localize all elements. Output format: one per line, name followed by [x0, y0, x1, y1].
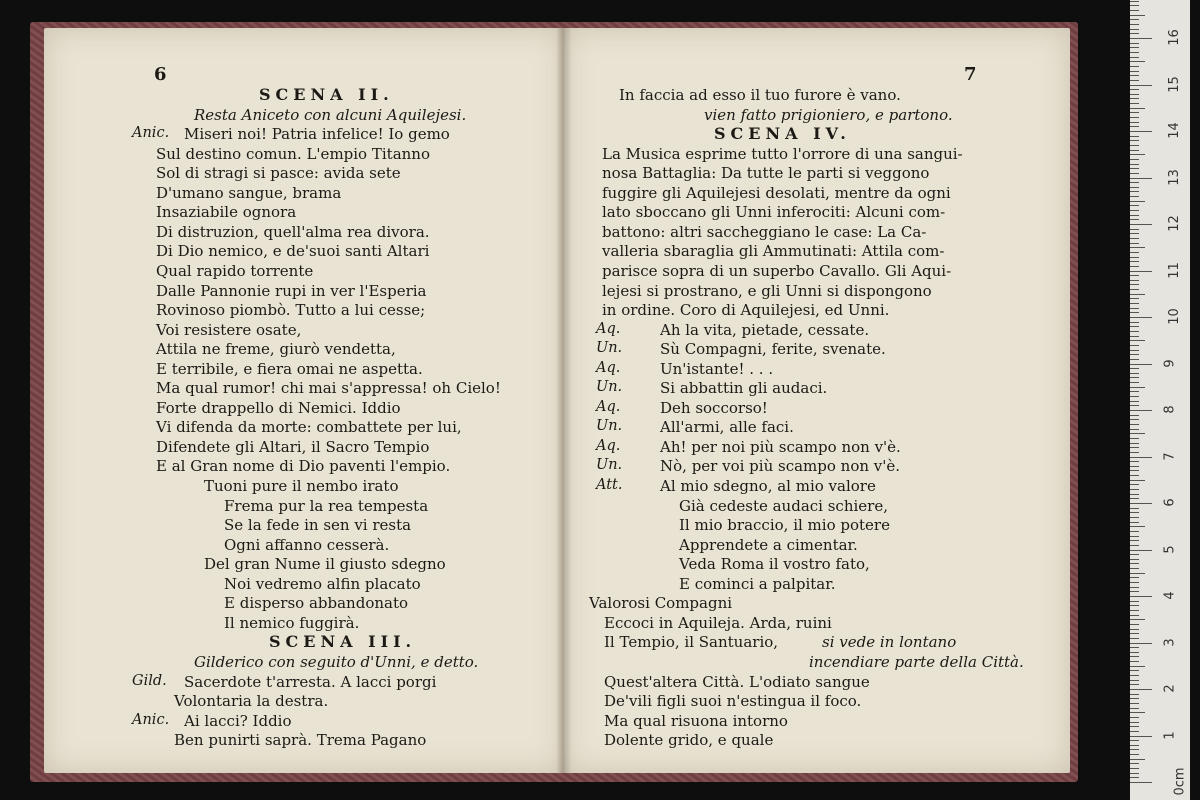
ruler-tick — [1130, 219, 1139, 220]
ruler-tick — [1130, 401, 1139, 402]
ruler-tick — [1130, 345, 1139, 346]
ruler-tick — [1130, 712, 1145, 713]
text-line: Il nemico fuggirà. — [224, 613, 360, 632]
text-line: Volontaria la destra. — [174, 692, 329, 711]
text-line: lato sboccano gli Unni inferociti: Alcuni com- — [602, 203, 946, 222]
text-line: Frema pur la rea tempesta — [224, 496, 429, 515]
ruler-tick — [1130, 601, 1139, 602]
ruler-tick — [1130, 340, 1145, 341]
ruler-tick — [1130, 587, 1139, 588]
text-line: De'vili figli suoi n'estingua il foco. — [604, 692, 862, 711]
ruler-tick — [1130, 57, 1139, 58]
ruler-label: 12 — [1166, 215, 1182, 232]
ruler-tick — [1130, 178, 1152, 179]
ruler-tick — [1130, 224, 1152, 225]
ruler-tick — [1130, 126, 1139, 127]
ruler-tick — [1130, 773, 1139, 774]
ruler-tick — [1130, 15, 1145, 16]
ruler-tick — [1130, 503, 1152, 504]
ruler-tick — [1130, 508, 1139, 509]
text-line: SCENA III. — [269, 632, 417, 652]
ruler-tick — [1130, 443, 1139, 444]
ruler-tick — [1130, 387, 1145, 388]
ruler-tick — [1130, 731, 1139, 732]
text-line: Il mio braccio, il mio potere — [679, 516, 890, 535]
ruler-tick — [1130, 33, 1139, 34]
ruler-tick — [1130, 89, 1139, 90]
ruler-tick — [1130, 591, 1139, 592]
ruler-tick — [1130, 145, 1139, 146]
ruler-tick — [1130, 108, 1145, 109]
ruler-tick — [1130, 252, 1139, 253]
ruler-tick — [1130, 568, 1139, 569]
ruler-tick — [1130, 168, 1139, 169]
speaker-label: Anic. — [132, 711, 170, 728]
text-line: Difendete gli Altari, il Sacro Tempio — [156, 437, 430, 456]
text-line: Di distruzion, quell'alma rea divora. — [156, 222, 430, 241]
ruler-tick — [1130, 47, 1139, 48]
ruler-tick — [1130, 336, 1139, 337]
ruler-tick — [1130, 233, 1139, 234]
ruler-tick — [1130, 308, 1139, 309]
text-line: valleria sbaraglia gli Ammutinati: Attila com- — [602, 242, 945, 261]
ruler-tick — [1130, 763, 1139, 764]
ruler-tick — [1130, 122, 1139, 123]
ruler-tick — [1130, 410, 1152, 411]
left-page — [44, 28, 564, 773]
text-line: E cominci a palpitar. — [679, 574, 836, 593]
text-line: E terribile, e fiera omai ne aspetta. — [156, 359, 423, 378]
ruler-tick — [1130, 364, 1152, 365]
ruler-tick — [1130, 717, 1139, 718]
ruler-tick — [1130, 517, 1139, 518]
ruler-tick — [1130, 359, 1139, 360]
ruler-tick — [1130, 415, 1139, 416]
ruler-label: 0cm — [1172, 767, 1188, 796]
ruler-tick — [1130, 582, 1139, 583]
ruler-tick — [1130, 266, 1139, 267]
ruler-tick — [1130, 271, 1152, 272]
ruler-tick — [1130, 164, 1139, 165]
ruler-tick — [1130, 350, 1139, 351]
speaker-label: Aq. — [596, 437, 621, 454]
text-line: Ogni affanno cesserà. — [224, 535, 390, 554]
stage-direction: si vede in lontano — [822, 633, 957, 652]
ruler-tick — [1130, 661, 1139, 662]
text-line: Veda Roma il vostro fato, — [679, 555, 870, 574]
ruler-tick — [1130, 19, 1139, 20]
ruler-tick — [1130, 10, 1139, 11]
ruler-tick — [1130, 289, 1139, 290]
ruler-tick — [1130, 777, 1139, 778]
ruler-tick — [1130, 238, 1139, 239]
ruler-tick — [1130, 433, 1145, 434]
ruler-tick — [1130, 670, 1139, 671]
ruler-tick — [1130, 317, 1152, 318]
text-line: E disperso abbandonato — [224, 594, 409, 613]
ruler-tick — [1130, 573, 1145, 574]
speaker-label: Gild. — [132, 672, 167, 689]
text-line: Forte drappello di Nemici. Iddio — [156, 398, 401, 417]
ruler-tick — [1130, 131, 1152, 132]
text-line: Sù Compagni, ferite, svenate. — [660, 340, 886, 359]
ruler-tick — [1130, 754, 1139, 755]
ruler-tick — [1130, 605, 1139, 606]
text-line: Sul destino comun. L'empio Titanno — [156, 144, 430, 163]
text-line: Ai lacci? Iddio — [184, 711, 292, 730]
ruler-tick — [1130, 136, 1139, 137]
speaker-label: Un. — [596, 340, 623, 357]
ruler-tick — [1130, 545, 1139, 546]
ruler-tick — [1130, 475, 1139, 476]
text-line: La Musica esprime tutto l'orrore di una sangui- — [602, 144, 963, 163]
text-line: Valorosi Compagni — [589, 594, 733, 613]
ruler-tick — [1130, 689, 1152, 690]
ruler-tick — [1130, 354, 1139, 355]
ruler-tick — [1130, 312, 1139, 313]
ruler-tick — [1130, 117, 1139, 118]
ruler-tick — [1130, 512, 1139, 513]
ruler-tick — [1130, 457, 1152, 458]
text-line: Voi resistere osate, — [156, 320, 302, 339]
ruler-tick — [1130, 563, 1139, 564]
text-line: Resta Aniceto con alcuni Aquilejesi. — [194, 105, 467, 124]
ruler-tick — [1130, 722, 1139, 723]
text-line: Al mio sdegno, al mio valore — [660, 477, 876, 495]
text-line: Del gran Nume il giusto sdegno — [204, 555, 446, 574]
ruler-tick — [1130, 368, 1139, 369]
text-line: SCENA IV. — [714, 124, 851, 144]
ruler-tick — [1130, 708, 1139, 709]
ruler-tick — [1130, 759, 1145, 760]
ruler-tick — [1130, 261, 1139, 262]
ruler-tick — [1130, 5, 1139, 6]
speaker-label: Aq. — [596, 320, 621, 337]
text-line: nosa Battaglia: Da tutte le parti si veggono — [602, 164, 930, 183]
ruler-tick — [1130, 298, 1139, 299]
ruler-tick — [1130, 429, 1139, 430]
text-line: battono: altri saccheggiano le case: La Ca- — [602, 222, 927, 241]
ruler-tick — [1130, 424, 1139, 425]
text-line: Ma qual risuona intorno — [604, 711, 788, 730]
speaker-label: Un. — [596, 379, 623, 396]
ruler-label: 1 — [1162, 730, 1178, 740]
ruler-tick — [1130, 205, 1139, 206]
text-line: vien fatto prigioniero, e partono. — [704, 105, 953, 124]
ruler-tick — [1130, 536, 1139, 537]
ruler-tick — [1130, 196, 1139, 197]
text-line: Tuoni pure il nembo irato — [204, 477, 399, 495]
ruler-label: 13 — [1166, 168, 1182, 186]
ruler-tick — [1130, 619, 1145, 620]
ruler-label: 8 — [1162, 405, 1178, 414]
text-line: Ah! per noi più scampo non v'è. — [660, 437, 901, 456]
ruler-label: 15 — [1166, 75, 1182, 93]
ruler-tick — [1130, 38, 1152, 39]
text-line: E al Gran nome di Dio paventi l'empio. — [156, 457, 451, 476]
ruler-tick — [1130, 554, 1139, 555]
ruler-tick — [1130, 405, 1139, 406]
ruler-tick — [1130, 61, 1145, 62]
ruler-tick — [1130, 322, 1139, 323]
text-line: Ma qual rumor! chi mai s'appressa! oh Cielo! — [156, 379, 501, 398]
text-line: parisce sopra di un superbo Cavallo. Gli Aqui- — [602, 261, 952, 280]
ruler-tick — [1130, 94, 1139, 95]
ruler-tick — [1130, 610, 1139, 611]
ruler-tick — [1130, 745, 1139, 746]
ruler-tick — [1130, 694, 1139, 695]
speaker-label: Aq. — [596, 359, 621, 376]
ruler-tick — [1130, 140, 1139, 141]
ruler-tick — [1130, 66, 1139, 67]
ruler-tick — [1130, 391, 1139, 392]
text-line: Ben punirti saprà. Trema Pagano — [174, 731, 427, 750]
ruler-tick — [1130, 726, 1139, 727]
ruler-tick — [1130, 80, 1139, 81]
ruler-tick — [1130, 638, 1139, 639]
ruler-label: 10 — [1166, 308, 1182, 325]
ruler-label: 7 — [1162, 451, 1178, 461]
ruler-label: 6 — [1162, 498, 1178, 507]
speaker-label: Un. — [596, 457, 623, 474]
ruler-tick — [1130, 782, 1152, 783]
ruler-tick — [1130, 52, 1139, 53]
ruler-tick — [1130, 484, 1139, 485]
text-line: SCENA II. — [259, 85, 394, 104]
text-line: Il Tempio, il Santuario, — [604, 633, 779, 652]
ruler-label: 4 — [1162, 591, 1178, 600]
ruler-tick — [1130, 187, 1139, 188]
text-line: Un'istante! . . . — [660, 359, 774, 378]
speaker-label: Anic. — [132, 125, 170, 142]
ruler-tick — [1130, 75, 1139, 76]
page-number: 7 — [964, 64, 977, 85]
ruler-tick — [1130, 373, 1139, 374]
ruler-tick — [1130, 112, 1139, 113]
text-line: Qual rapido torrente — [156, 261, 314, 280]
text-line: Nò, per voi più scampo non v'è. — [660, 457, 901, 476]
ruler-tick — [1130, 1, 1139, 2]
right-page — [564, 28, 1070, 773]
ruler-tick — [1130, 675, 1139, 676]
page-number: 6 — [154, 64, 167, 85]
ruler-tick — [1130, 624, 1139, 625]
ruler-tick — [1130, 303, 1139, 304]
text-line: Insaziabile ognora — [156, 203, 297, 222]
text-line: Dalle Pannonie rupi in ver l'Esperia — [156, 281, 427, 300]
ruler-tick — [1130, 447, 1139, 448]
ruler-tick — [1130, 480, 1145, 481]
book-gutter — [556, 28, 572, 773]
ruler-tick — [1130, 633, 1139, 634]
ruler-tick — [1130, 71, 1139, 72]
ruler-tick — [1130, 173, 1139, 174]
ruler-tick — [1130, 540, 1139, 541]
ruler-tick — [1130, 615, 1139, 616]
ruler-tick — [1130, 736, 1152, 737]
measuring-ruler — [1130, 0, 1190, 800]
ruler-tick — [1130, 452, 1139, 453]
ruler-tick — [1130, 596, 1152, 597]
ruler-tick — [1130, 280, 1139, 281]
ruler-tick — [1130, 647, 1139, 648]
ruler-label: 14 — [1166, 122, 1182, 139]
ruler-tick — [1130, 740, 1139, 741]
speaker-label: Aq. — [596, 398, 621, 415]
text-line: Miseri noi! Patria infelice! Io gemo — [184, 125, 450, 144]
ruler-tick — [1130, 103, 1139, 104]
ruler-tick — [1130, 331, 1139, 332]
ruler-tick — [1130, 629, 1139, 630]
ruler-tick — [1130, 201, 1145, 202]
ruler-tick — [1130, 489, 1139, 490]
text-line: Di Dio nemico, e de'suoi santi Altari — [156, 242, 430, 261]
ruler-tick — [1130, 498, 1139, 499]
text-line: Apprendete a cimentar. — [679, 535, 858, 554]
text-line: Eccoci in Aquileja. Arda, ruini — [604, 613, 832, 632]
ruler-tick — [1130, 666, 1145, 667]
ruler-tick — [1130, 377, 1139, 378]
ruler-tick — [1130, 29, 1139, 30]
ruler-tick — [1130, 382, 1139, 383]
ruler-tick — [1130, 559, 1139, 560]
text-line: Vi difenda da morte: combattete per lui, — [156, 418, 462, 437]
ruler-tick — [1130, 438, 1139, 439]
ruler-label: 2 — [1162, 684, 1178, 693]
ruler-tick — [1130, 154, 1145, 155]
text-line: In faccia ad esso il tuo furore è vano. — [619, 86, 901, 104]
ruler-tick — [1130, 494, 1139, 495]
ruler-tick — [1130, 577, 1139, 578]
ruler-tick — [1130, 275, 1139, 276]
ruler-label: 9 — [1162, 358, 1178, 368]
text-line: Si abbattin gli audaci. — [660, 379, 828, 398]
ruler-tick — [1130, 461, 1139, 462]
speaker-label: Un. — [596, 418, 623, 435]
text-line: Se la fede in sen vi resta — [224, 516, 412, 535]
speaker-label: Att. — [596, 477, 623, 493]
ruler-tick — [1130, 85, 1152, 86]
ruler-tick — [1130, 470, 1139, 471]
ruler-tick — [1130, 191, 1139, 192]
ruler-tick — [1130, 526, 1145, 527]
text-line: Sacerdote t'arresta. A lacci porgi — [184, 672, 437, 691]
ruler-tick — [1130, 229, 1139, 230]
ruler-tick — [1130, 150, 1139, 151]
ruler-tick — [1130, 643, 1152, 644]
ruler-tick — [1130, 43, 1139, 44]
ruler-tick — [1130, 749, 1139, 750]
ruler-label: 11 — [1166, 261, 1182, 279]
ruler-tick — [1130, 531, 1139, 532]
ruler-label: 3 — [1162, 637, 1178, 647]
ruler-tick — [1130, 98, 1139, 99]
ruler-tick — [1130, 703, 1139, 704]
ruler-tick — [1130, 698, 1139, 699]
text-line: Attila ne freme, giurò vendetta, — [156, 340, 396, 359]
ruler-tick — [1130, 284, 1139, 285]
text-line: lejesi si prostrano, e gli Unni si dispongono — [602, 281, 932, 300]
ruler-tick — [1130, 215, 1139, 216]
text-line: Già cedeste audaci schiere, — [679, 496, 888, 515]
ruler-tick — [1130, 466, 1139, 467]
text-line: D'umano sangue, brama — [156, 183, 342, 202]
ruler-tick — [1130, 652, 1139, 653]
ruler-tick — [1130, 159, 1139, 160]
text-line: fuggire gli Aquilejesi desolati, mentre da ogni — [602, 183, 951, 202]
ruler-tick — [1130, 522, 1139, 523]
ruler-tick — [1130, 257, 1139, 258]
text-line: Deh soccorso! — [660, 398, 768, 417]
ruler-tick — [1130, 680, 1139, 681]
ruler-tick — [1130, 326, 1139, 327]
text-line: Dolente grido, e quale — [604, 731, 774, 750]
ruler-label: 5 — [1162, 544, 1178, 554]
text-line: incendiare parte della Città. — [809, 652, 1024, 671]
text-line: in ordine. Coro di Aquilejesi, ed Unni. — [602, 301, 890, 320]
ruler-tick — [1130, 210, 1139, 211]
text-line: Gilderico con seguito d'Unni, e detto. — [194, 652, 479, 671]
ruler-tick — [1130, 419, 1139, 420]
text-line: Noi vedremo alfin placato — [224, 574, 421, 593]
text-line: Quest'altera Città. L'odiato sangue — [604, 672, 870, 691]
ruler-tick — [1130, 684, 1139, 685]
text-line: Rovinoso piombò. Tutto a lui cesse; — [156, 301, 426, 320]
ruler-tick — [1130, 182, 1139, 183]
ruler-tick — [1130, 656, 1139, 657]
ruler-tick — [1130, 550, 1152, 551]
ruler-tick — [1130, 294, 1145, 295]
ruler-tick — [1130, 247, 1145, 248]
text-line: Sol di stragi si pasce: avida sete — [156, 164, 401, 183]
ruler-tick — [1130, 396, 1139, 397]
ruler-label: 16 — [1166, 29, 1182, 46]
text-line: Ah la vita, pietade, cessate. — [660, 320, 870, 339]
ruler-tick — [1130, 768, 1139, 769]
text-line: All'armi, alle faci. — [660, 418, 794, 437]
ruler-tick — [1130, 243, 1139, 244]
ruler-tick — [1130, 24, 1139, 25]
